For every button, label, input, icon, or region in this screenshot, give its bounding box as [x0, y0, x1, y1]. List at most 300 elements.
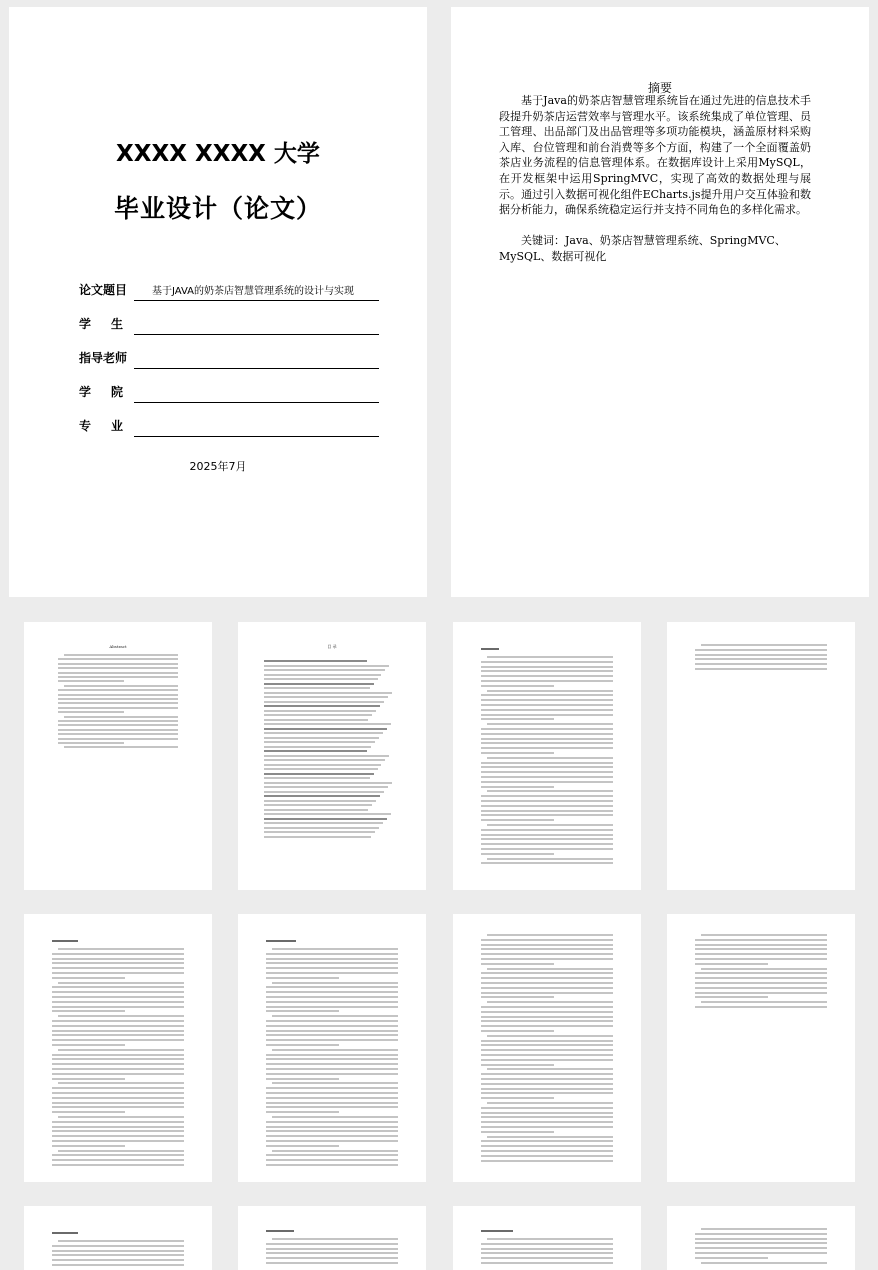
thumb-text-line: [264, 705, 380, 707]
thumb-text-line: [695, 1006, 827, 1008]
thumb-text-line: [264, 750, 367, 752]
thumb-text-line: [481, 733, 613, 735]
thumb-text-line: [481, 766, 613, 768]
thumb-text-line: [264, 710, 376, 712]
thumb-text-line: [481, 958, 613, 960]
thumb-text-line: [264, 800, 376, 802]
thumb-text-line: [481, 1006, 613, 1008]
thumb-text-line: [266, 953, 398, 955]
thumb-text-line: [58, 672, 178, 674]
thumb-text-line: [52, 996, 184, 998]
thumb-text-line: [481, 1252, 613, 1254]
thumb-text-line: [58, 1240, 184, 1242]
thumb-text-line: [481, 661, 613, 663]
field-label: 学院: [79, 385, 144, 399]
thumb-text-line: [481, 1064, 554, 1066]
thumb-text-line: [264, 786, 388, 788]
thumb-text-line: [481, 728, 613, 730]
thumb-text-line: [58, 738, 178, 740]
thumb-text-line: [264, 674, 381, 676]
thumb-text-line: [266, 1159, 398, 1161]
thumb-text-line: [487, 858, 613, 860]
thumb-text-line: [58, 729, 178, 731]
thumb-text-line: [481, 1107, 613, 1109]
thumb-text-line: [272, 1238, 398, 1240]
thumb-text-line: [58, 1116, 184, 1118]
thumb-text-line: [52, 1063, 184, 1065]
thumb-text-line: [52, 1145, 125, 1147]
thumb-text-line: [58, 711, 124, 713]
thumb-text-line: [701, 968, 827, 970]
thumb-text-line: [58, 698, 178, 700]
thumb-text-line: [58, 680, 124, 682]
thumb-text-line: [487, 1238, 613, 1240]
thumb-text-line: [266, 1078, 339, 1080]
thumb-chapter-heading: [52, 940, 78, 942]
thumb-text-line: [481, 853, 554, 855]
thumb-text-line: [695, 1257, 768, 1259]
thumb-text-line: [481, 1078, 613, 1080]
thumb-text-line: [481, 987, 613, 989]
thumb-text-line: [264, 804, 372, 806]
thumb-text-line: [487, 1136, 613, 1138]
thumb-text-line: [481, 718, 554, 720]
thumb-text-line: [487, 1035, 613, 1037]
thumb-text-line: [481, 1243, 613, 1245]
thumb-section-heading: [481, 1230, 513, 1232]
thumb-text-line: [481, 862, 613, 864]
thumb-text-line: [266, 1102, 398, 1104]
thumb-text-line: [481, 795, 613, 797]
thumb-text-line: [58, 667, 178, 669]
thumb-text-line: [481, 948, 613, 950]
thumb-text-line: [58, 663, 178, 665]
thumb-text-line: [481, 1054, 613, 1056]
thumb-text-line: [695, 663, 827, 665]
thumb-text-line: [52, 962, 184, 964]
cover-info-form: [79, 277, 379, 447]
thumb-text-line: [58, 724, 178, 726]
thumb-text-line: [481, 709, 613, 711]
thumb-text-line: [266, 1106, 398, 1108]
field-label: 指导老师: [79, 351, 128, 365]
thumb-text-line: [264, 714, 372, 716]
thumb-text-line: [481, 666, 613, 668]
field-underline: [134, 334, 379, 335]
thumb-text-line: [264, 755, 389, 757]
thumb-text-line: [264, 813, 391, 815]
thumb-text-line: [701, 644, 827, 646]
thumb-text-line: [266, 1262, 398, 1264]
page-thumbnail-requirements[interactable]: [238, 1206, 426, 1270]
thumb-text-line: [695, 1247, 827, 1249]
thumb-text-line: [481, 685, 554, 687]
thumb-text-line: [52, 1250, 184, 1252]
thumb-text-line: [481, 805, 613, 807]
thumb-text-line: [487, 934, 613, 936]
thumb-text-line: [64, 746, 178, 748]
thumb-text-line: [695, 649, 827, 651]
thumb-text-line: [266, 1054, 398, 1056]
thumb-text-line: [52, 1140, 184, 1142]
thumb-text-line: [264, 836, 371, 838]
thumb-text-line: [266, 1068, 398, 1070]
thumb-text-line: [481, 752, 554, 754]
thumb-text-line: [481, 1248, 613, 1250]
thumb-text-line: [264, 719, 368, 721]
thumb-text-line: [481, 982, 613, 984]
thumb-text-line: [695, 668, 827, 670]
thumb-text-line: [52, 1135, 184, 1137]
page-thumbnail-chapter-1[interactable]: [453, 622, 641, 890]
thumb-text-line: [52, 1126, 184, 1128]
thumb-text-line: [481, 814, 613, 816]
thumb-text-line: [481, 1059, 613, 1061]
thumb-text-line: [272, 1150, 398, 1152]
page-thumbnail-business-flow[interactable]: [453, 1206, 641, 1270]
thumb-text-line: [52, 1044, 125, 1046]
thumb-text-line: [52, 1034, 184, 1036]
page-thumbnail-toc[interactable]: [238, 622, 426, 890]
thumb-text-line: [52, 1054, 184, 1056]
thumb-text-line: [52, 1154, 184, 1156]
thumb-text-line: [481, 1025, 613, 1027]
thumb-text-line: [266, 1252, 398, 1254]
field-label: 学生: [79, 317, 144, 331]
thumb-text-line: [481, 1092, 613, 1094]
thumb-text-line: [695, 944, 827, 946]
thumb-text-line: [264, 692, 392, 694]
thumb-text-line: [272, 1082, 398, 1084]
thumb-text-line: [52, 1097, 184, 1099]
thumb-text-line: [481, 1030, 554, 1032]
thumb-text-line: [481, 1073, 613, 1075]
thumb-text-line: [272, 982, 398, 984]
thumb-text-line: [264, 791, 384, 793]
thumb-text-line: [272, 948, 398, 950]
thumb-text-line: [266, 986, 398, 988]
thumb-text-line: [52, 1130, 184, 1132]
thumb-text-line: [272, 1015, 398, 1017]
thumb-text-line: [64, 654, 178, 656]
thumb-text-line: [58, 982, 184, 984]
thumb-text-line: [481, 1040, 613, 1042]
thumb-text-line: [695, 1252, 827, 1254]
thumb-text-line: [58, 1049, 184, 1051]
thumb-text-line: [266, 1058, 398, 1060]
thumb-text-line: [264, 737, 379, 739]
thumb-text-line: [481, 1044, 613, 1046]
university-name: XXXX XXXX 大学: [116, 141, 320, 167]
thumb-text-line: [266, 1044, 339, 1046]
thumb-text-line: [264, 768, 378, 770]
abstract-page: [451, 7, 869, 597]
thumb-text-line: [695, 958, 827, 960]
thumb-text-line: [481, 963, 554, 965]
thumb-text-line: [52, 953, 184, 955]
page-thumbnail-flow-cont[interactable]: [667, 1206, 855, 1270]
field-underline: [134, 300, 379, 301]
thumb-text-line: [487, 790, 613, 792]
field-underline: [134, 436, 379, 437]
thumb-text-line: [264, 687, 370, 689]
thumb-text-line: [481, 1016, 613, 1018]
cover-page: [9, 7, 427, 597]
thumb-text-line: [481, 1011, 613, 1013]
thumb-text-line: [58, 707, 178, 709]
thumb-text-line: [52, 1164, 184, 1166]
thumb-text-line: [695, 992, 827, 994]
thumb-text-line: [266, 972, 398, 974]
field-major: [79, 413, 379, 441]
thumb-text-line: [52, 991, 184, 993]
field-student: [79, 311, 379, 339]
thumb-text-line: [481, 992, 613, 994]
thumb-text-line: [52, 1078, 125, 1080]
thumb-text-line: [58, 720, 178, 722]
thumb-text-line: [52, 1264, 184, 1266]
thumb-text-line: [481, 1160, 613, 1162]
thumb-text-line: [52, 1087, 184, 1089]
thumb-text-line: [481, 843, 613, 845]
thumb-text-line: [481, 742, 613, 744]
thumb-text-line: [52, 1102, 184, 1104]
thumb-text-line: [481, 762, 613, 764]
thumb-text-line: [695, 948, 827, 950]
thumb-text-line: [487, 723, 613, 725]
thumb-text-line: [52, 1039, 184, 1041]
field-label: 专业: [79, 419, 144, 433]
field-underline: [134, 368, 379, 369]
thumb-text-line: [264, 809, 368, 811]
thumb-text-line: [52, 1058, 184, 1060]
thumb-text-line: [481, 786, 554, 788]
abstract-title: 摘要: [647, 81, 672, 95]
thumb-text-line: [481, 819, 554, 821]
field-advisor: [79, 345, 379, 373]
thumb-text-line: [264, 777, 370, 779]
thumb-text-line: [481, 1121, 613, 1123]
thumb-text-line: [266, 958, 398, 960]
thumb-text-line: [481, 670, 613, 672]
thumb-text-line: [52, 1245, 184, 1247]
thumb-text-line: [264, 669, 385, 671]
thumb-text-line: [264, 827, 379, 829]
thumb-text-line: [52, 1254, 184, 1256]
thumb-text-line: [487, 690, 613, 692]
thumb-text-line: [266, 1006, 398, 1008]
thumb-text-line: [695, 982, 827, 984]
thumb-text-line: [695, 987, 827, 989]
thumb-text-line: [58, 689, 178, 691]
thumb-text-line: [266, 1092, 398, 1094]
thumb-text-line: [695, 1233, 827, 1235]
page-thumbnail-mysql[interactable]: [238, 914, 426, 1182]
thumb-text-line: [481, 1140, 613, 1142]
thumb-text-line: [266, 1130, 398, 1132]
thumb-heading: Abstract: [109, 644, 127, 649]
thumb-text-line: [52, 1068, 184, 1070]
thumb-text-line: [52, 1111, 125, 1113]
thumb-text-line: [481, 704, 613, 706]
thumb-text-line: [58, 702, 178, 704]
thumb-text-line: [266, 1020, 398, 1022]
field-underline: [134, 402, 379, 403]
thumb-text-line: [481, 800, 613, 802]
thumb-text-line: [264, 818, 387, 820]
page-thumbnail-chapter-3[interactable]: [24, 1206, 212, 1270]
thumb-text-line: [695, 996, 768, 998]
thumb-text-line: [52, 1001, 184, 1003]
thumb-text-line: [52, 977, 125, 979]
thumb-text-line: [266, 1257, 398, 1259]
thumb-text-line: [266, 1121, 398, 1123]
thumb-text-line: [58, 1015, 184, 1017]
thesis-heading: 毕业设计（论文）: [113, 194, 322, 223]
page-thumbnail-chapter-2[interactable]: [24, 914, 212, 1182]
thumb-text-line: [264, 665, 389, 667]
thumb-text-line: [266, 1154, 398, 1156]
thumb-text-line: [481, 1112, 613, 1114]
thumb-text-line: [52, 1020, 184, 1022]
page-thumbnail-bs[interactable]: [453, 914, 641, 1182]
thumb-text-line: [695, 972, 827, 974]
thumb-text-line: [266, 1135, 398, 1137]
thumb-text-line: [695, 977, 827, 979]
thumb-text-line: [481, 738, 613, 740]
thumb-text-line: [64, 716, 178, 718]
thumb-text-line: [266, 1034, 398, 1036]
thumb-text-line: [481, 694, 613, 696]
thumb-text-line: [701, 1001, 827, 1003]
page-thumbnail-abstract-en[interactable]: [24, 622, 212, 890]
field-college: [79, 379, 379, 407]
thumb-text-line: [58, 676, 178, 678]
thumb-text-line: [266, 991, 398, 993]
thumb-text-line: [481, 1049, 613, 1051]
thumb-text-line: [266, 996, 398, 998]
thumb-text-line: [481, 675, 613, 677]
thumb-text-line: [487, 1102, 613, 1104]
thumb-text-line: [266, 1126, 398, 1128]
thumb-text-line: [266, 977, 339, 979]
thumb-text-line: [264, 723, 391, 725]
thumb-text-line: [272, 1049, 398, 1051]
thumb-text-line: [481, 1257, 613, 1259]
thumb-text-line: [58, 948, 184, 950]
abstract-body: 基于Java的奶茶店智慧管理系统旨在通过先进的信息技术手段提升奶茶店运营效率与管理水平。该系统集成了单位管理、员工管理、出品部门及出品管理等多项功能模块，涵盖原材料采购入库、台位管理和前台消费等多个方面，构建了一个全面覆盖奶茶店业务流程的信息管理体系。在数据库设计上采用MySQL，在开发框架中运用SpringMVC，实现了高效的数据处理与展示。通过引入数据可视化组件ECharts.js提升用户交互体验和数据分析能力，确保系统稳定运行并支持不同角色的多样化需求。: [499, 94, 811, 217]
thumb-text-line: [695, 963, 768, 965]
thumb-text-line: [481, 1126, 613, 1128]
thumb-text-line: [481, 699, 613, 701]
thumb-text-line: [52, 1073, 184, 1075]
thumb-text-line: [481, 838, 613, 840]
thumb-text-line: [264, 822, 383, 824]
thumb-text-line: [487, 824, 613, 826]
thumb-text-line: [481, 1088, 613, 1090]
thumb-text-line: [481, 1097, 554, 1099]
thumb-text-line: [58, 742, 124, 744]
thumb-text-line: [264, 741, 375, 743]
thumb-text-line: [481, 829, 613, 831]
thumb-text-line: [264, 773, 374, 775]
thumb-text-line: [695, 1242, 827, 1244]
thumb-text-line: [266, 1145, 339, 1147]
thumb-text-line: [481, 747, 613, 749]
thumb-text-line: [481, 834, 613, 836]
thumb-text-line: [264, 683, 374, 685]
thumb-section-heading: [266, 940, 296, 942]
thumb-text-line: [52, 1159, 184, 1161]
thumb-text-line: [695, 658, 827, 660]
thumb-text-line: [64, 685, 178, 687]
thumb-chapter-heading: [481, 648, 499, 650]
thumb-text-line: [266, 1111, 339, 1113]
thumb-text-line: [58, 1150, 184, 1152]
thumb-text-line: [266, 1243, 398, 1245]
thumb-text-line: [52, 972, 184, 974]
thumb-text-line: [58, 733, 178, 735]
page-thumbnail-echarts[interactable]: [667, 914, 855, 1182]
thumb-text-line: [52, 1092, 184, 1094]
thumb-text-line: [481, 939, 613, 941]
thumb-text-line: [52, 958, 184, 960]
thumb-text-line: [481, 1020, 613, 1022]
thumb-text-line: [695, 654, 827, 656]
thumb-text-line: [266, 1164, 398, 1166]
thumb-text-line: [266, 1140, 398, 1142]
thumb-text-line: [264, 678, 378, 680]
thumb-heading: 目 录: [327, 644, 337, 649]
thumb-text-line: [701, 1228, 827, 1230]
thumb-text-line: [272, 1116, 398, 1118]
thumb-text-line: [695, 1238, 827, 1240]
thumb-text-line: [481, 1116, 613, 1118]
thumb-text-line: [481, 1145, 613, 1147]
thumb-text-line: [266, 1001, 398, 1003]
thumb-text-line: [481, 810, 613, 812]
thumb-text-line: [481, 781, 613, 783]
thumb-text-line: [487, 757, 613, 759]
thumb-text-line: [266, 1010, 339, 1012]
thumb-text-line: [264, 746, 371, 748]
thumb-text-line: [481, 944, 613, 946]
thumb-text-line: [481, 996, 554, 998]
thumb-text-line: [266, 1073, 398, 1075]
thumb-text-line: [52, 1106, 184, 1108]
page-thumbnail-chapter-1-cont[interactable]: [667, 622, 855, 890]
thumb-text-line: [58, 1082, 184, 1084]
field-label: 论文题目: [79, 283, 128, 297]
thumb-text-line: [266, 1087, 398, 1089]
thumb-text-line: [481, 771, 613, 773]
thumb-text-line: [481, 1131, 554, 1133]
thumb-text-line: [481, 1150, 613, 1152]
thumb-text-line: [264, 696, 388, 698]
thumb-text-line: [481, 1155, 613, 1157]
thumb-chapter-heading: [52, 1232, 78, 1234]
thumb-text-line: [701, 934, 827, 936]
thumb-text-line: [266, 1063, 398, 1065]
thumb-text-line: [52, 986, 184, 988]
thumb-text-line: [695, 939, 827, 941]
thumb-text-line: [52, 1030, 184, 1032]
field-value: 基于JAVA的奶茶店智慧管理系统的设计与实现: [152, 286, 355, 297]
cover-date: 2025年7月: [189, 460, 247, 473]
thumb-text-line: [695, 953, 827, 955]
field-topic: [79, 277, 379, 305]
thumb-text-line: [481, 1262, 613, 1264]
